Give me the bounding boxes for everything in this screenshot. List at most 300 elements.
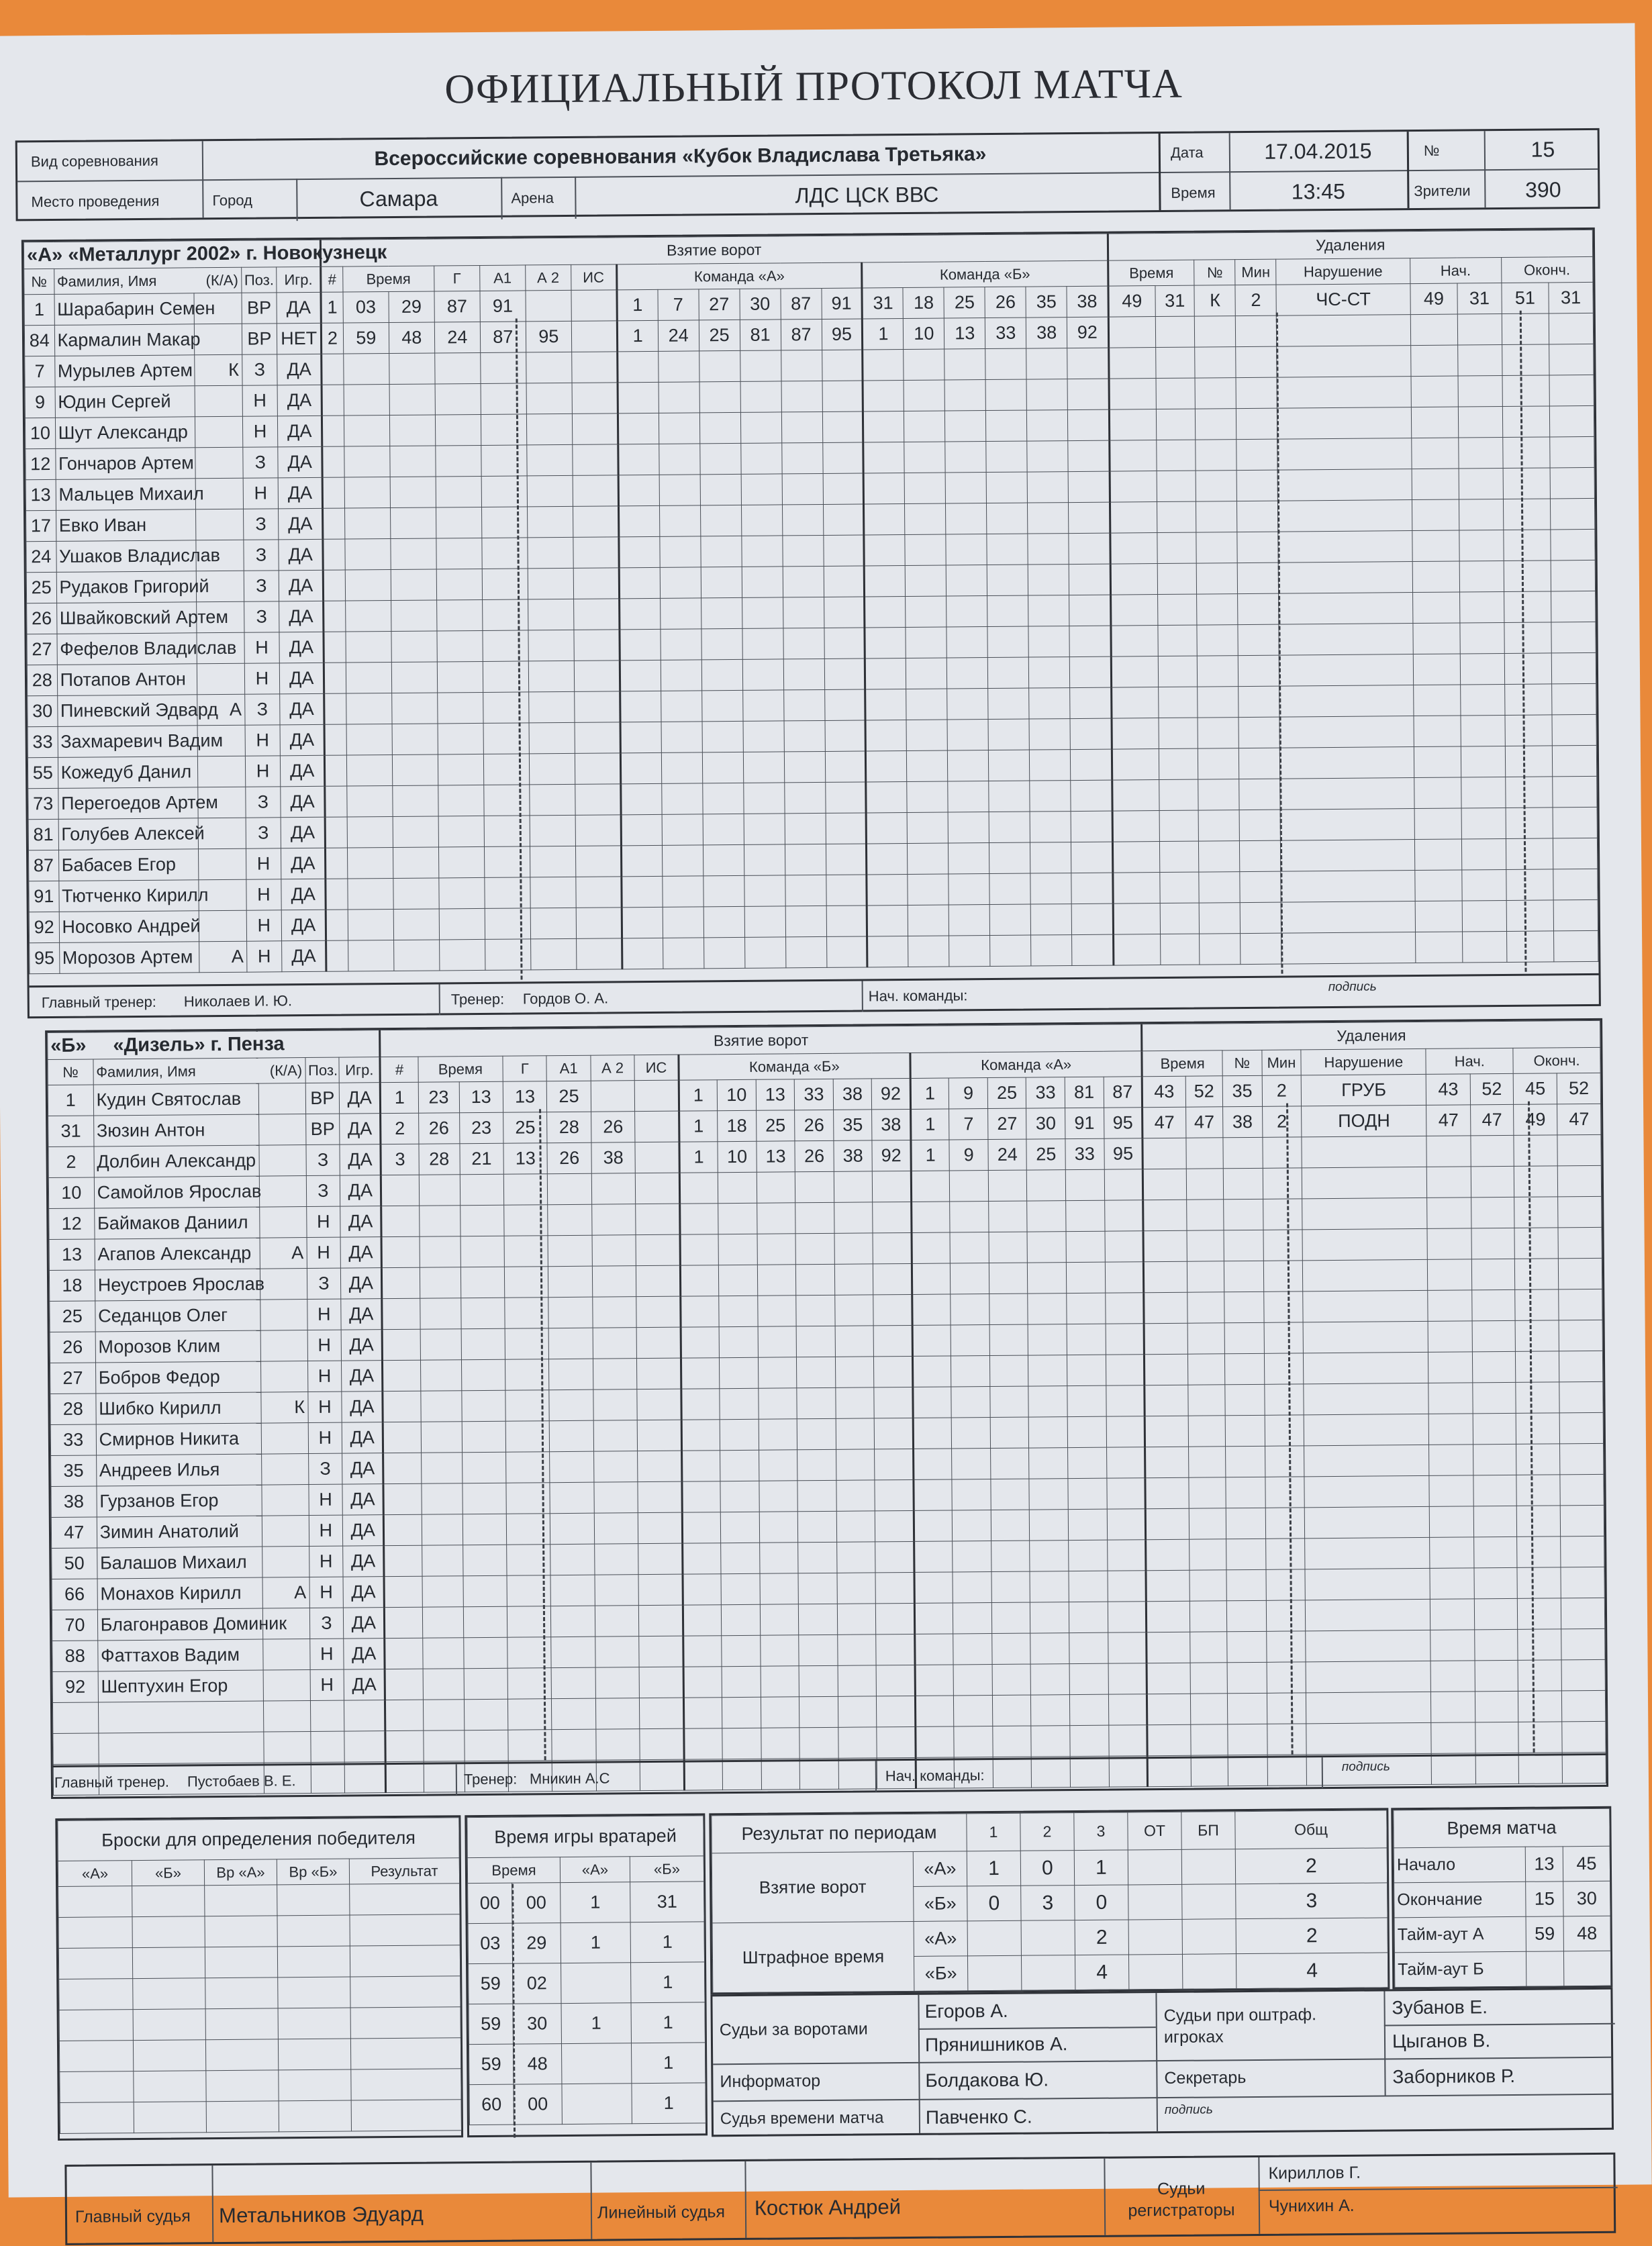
goal-cell	[1069, 1602, 1108, 1632]
goal-cell: 27	[699, 289, 740, 320]
goal-cell	[1108, 1725, 1147, 1756]
penalty-cell	[1428, 1290, 1472, 1322]
penalty-cell	[1306, 1692, 1431, 1723]
period-value	[1128, 1919, 1182, 1955]
goal-cell	[993, 1726, 1032, 1757]
goal-cell	[1107, 1509, 1146, 1540]
penalty-cell	[1549, 344, 1594, 375]
goal-cell	[663, 938, 703, 969]
goal-cell	[864, 473, 905, 504]
penalty-cell	[1553, 899, 1598, 931]
player-number: 12	[49, 1208, 95, 1240]
penalty-cell	[1412, 592, 1460, 624]
penalty-cell	[1411, 438, 1459, 469]
goal-cell	[551, 1637, 595, 1668]
head-referee: Метальников Эдуард	[218, 2202, 424, 2228]
player-plays: ДА	[344, 1669, 385, 1700]
penalty-cell	[1502, 344, 1549, 376]
goal-cell	[757, 1203, 795, 1234]
goal-cell	[617, 351, 658, 382]
goal-cell: 91	[1065, 1108, 1104, 1138]
goal-cell	[1030, 1510, 1069, 1541]
penalty-cell	[1459, 560, 1504, 592]
goal-cell	[1108, 1694, 1147, 1725]
goal-cell	[783, 628, 824, 658]
col-plays: Игр.	[277, 266, 321, 293]
penalty-cell: ЧС-СТ	[1276, 284, 1410, 316]
col-pen-number: №	[1194, 260, 1235, 285]
goal-cell	[796, 1264, 835, 1295]
goal-cell	[661, 722, 702, 752]
player-name: Захмаревич Вадим	[58, 726, 198, 758]
penalty-cell	[1410, 314, 1458, 346]
penalty-cell	[1147, 1724, 1191, 1756]
goal-cell	[741, 474, 782, 505]
penalty-cell	[1462, 900, 1506, 932]
goal-cell	[460, 1267, 505, 1298]
penalty-cell	[1504, 622, 1552, 654]
goal-cell	[639, 1667, 683, 1698]
goal-cell	[785, 844, 826, 875]
goal-cell	[635, 1142, 679, 1173]
penalty-cell	[1236, 439, 1277, 470]
player-role	[258, 1114, 305, 1146]
goal-cell: 35	[833, 1110, 872, 1140]
player-position: Н	[309, 1546, 343, 1577]
penalty-cell: 49	[1514, 1104, 1558, 1136]
goal-cell	[876, 1634, 915, 1665]
penalty-cell	[1236, 346, 1277, 377]
goal-cell	[719, 1265, 758, 1296]
player-position	[310, 1700, 344, 1731]
penalty-cell	[1224, 1230, 1263, 1261]
penalty-cell	[1518, 1722, 1563, 1753]
goal-judge-2: Прянишников А.	[924, 2033, 1068, 2055]
goal-cell	[948, 812, 989, 843]
goal-cell	[550, 1513, 595, 1545]
player-plays: ДА	[342, 1453, 383, 1484]
goal-cell	[904, 442, 945, 473]
goal-cell	[526, 290, 571, 322]
goal-cell	[348, 910, 393, 941]
goal-cell	[618, 413, 659, 444]
goal-cell	[915, 1665, 954, 1696]
shootout-col: Результат	[349, 1858, 459, 1884]
goal-cell	[718, 1203, 757, 1234]
penalty-cell	[1427, 1228, 1471, 1260]
player-name: Кармалин Макар	[54, 324, 195, 356]
goal-cell	[326, 848, 348, 879]
goal-cell	[783, 689, 824, 720]
penalty-cell	[1224, 1322, 1264, 1353]
officials-box	[710, 1988, 1614, 2137]
goal-cell	[945, 411, 986, 442]
penalty-cell	[1265, 1508, 1305, 1539]
goal-cell	[548, 1297, 593, 1328]
goal-cell	[636, 1173, 680, 1204]
penalty-cell	[1505, 777, 1553, 808]
goal-cell	[719, 1326, 758, 1357]
goal-cell	[781, 350, 822, 381]
penalty-cell	[1460, 622, 1504, 654]
goalie-cell: 1	[561, 1922, 630, 1963]
penalty-cell	[1551, 591, 1595, 622]
city-label: Город	[212, 191, 253, 209]
goal-cell	[719, 1296, 758, 1326]
player-plays: ДА	[341, 1330, 382, 1361]
penalty-cell	[1240, 840, 1281, 871]
period-col: 1	[967, 1813, 1020, 1851]
goal-cell	[530, 938, 576, 970]
penalty-cell	[1224, 1353, 1264, 1384]
goal-cell	[348, 879, 393, 910]
goal-cell	[324, 601, 346, 632]
goal-cell	[528, 599, 573, 630]
number-value: 15	[1530, 137, 1555, 162]
protocol-sheet	[0, 23, 1652, 2228]
player-name: Морозов Клим	[95, 1330, 260, 1363]
shootout-row	[58, 1914, 460, 1949]
player-role: А	[199, 941, 247, 973]
goal-cell	[1071, 780, 1112, 811]
goal-cell	[389, 353, 435, 385]
goal-cell	[912, 1325, 951, 1356]
period-value	[1182, 1884, 1236, 1920]
goal-cell	[863, 442, 904, 473]
penalty-cell	[1110, 595, 1158, 626]
goal-cell	[420, 1391, 461, 1422]
goal-cell	[551, 1606, 595, 1637]
goal-cell	[720, 1450, 759, 1481]
player-plays: ДА	[281, 817, 325, 848]
goal-cell	[483, 692, 528, 724]
goal-cell	[638, 1481, 682, 1513]
goal-cell	[1066, 1262, 1105, 1293]
goalie-col-time: Время	[467, 1857, 560, 1884]
goal-cell: 1	[617, 289, 658, 320]
goal-cell	[946, 503, 987, 534]
goal-cell	[571, 290, 617, 322]
goal-cell	[530, 784, 575, 816]
goal-cell	[460, 1174, 504, 1206]
penalty-cell	[1266, 1631, 1306, 1662]
goal-cell	[638, 1574, 683, 1606]
player-role: К	[195, 354, 242, 386]
penalty-cell	[1277, 469, 1412, 501]
shootout-cell	[277, 1915, 350, 1947]
goal-cell	[437, 661, 483, 693]
player-position: Н	[308, 1422, 342, 1453]
penalty-cell	[1459, 469, 1503, 500]
goal-cell	[824, 658, 865, 689]
penalty-cell	[1280, 809, 1414, 841]
match-time-title: Время матча	[1394, 1808, 1610, 1848]
goal-cell	[1069, 564, 1110, 595]
team-b-table	[47, 1020, 1606, 1796]
player-position: ВР	[242, 324, 277, 354]
goal-cell	[619, 598, 660, 629]
goal-cell	[796, 1326, 835, 1357]
shootout-cell	[205, 1916, 277, 1947]
penalty-cell	[1190, 1724, 1228, 1755]
goal-cell	[463, 1545, 507, 1576]
periods-team: «А»	[913, 1851, 967, 1887]
penalty-cell	[1559, 1381, 1603, 1413]
goal-cell	[572, 413, 618, 445]
period-value: 1	[967, 1851, 1020, 1886]
penalty-cell: 52	[1470, 1073, 1514, 1105]
goal-cell	[548, 1266, 593, 1298]
goal-cell	[385, 1730, 424, 1761]
goal-cell	[761, 1728, 800, 1759]
col-number: №	[48, 1059, 93, 1085]
goal-cell	[784, 720, 825, 751]
player-number: 9	[25, 387, 55, 418]
goal-cell	[383, 1483, 422, 1514]
goal-cell	[838, 1727, 877, 1758]
goal-cell	[759, 1388, 797, 1419]
penalty-cell	[1189, 1601, 1227, 1632]
goal-cell	[761, 1697, 799, 1728]
penalty-cell: 49	[1410, 283, 1458, 315]
goal-cell	[1029, 1417, 1068, 1448]
goal-cell	[1031, 1726, 1070, 1757]
player-plays: ДА	[340, 1175, 381, 1206]
player-number: 13	[26, 479, 56, 510]
goal-cell	[989, 781, 1030, 812]
penalty-cell	[1430, 1506, 1474, 1538]
goal-cell	[483, 630, 528, 662]
col-pen-time: Время	[1142, 1051, 1222, 1077]
goal-cell	[991, 1479, 1030, 1510]
competition-value: Всероссийские соревнования «Кубок Владислава Третьяка»	[374, 142, 987, 170]
goalie-cell: 1	[630, 1922, 704, 1963]
shootout-cell	[350, 1884, 460, 1915]
goal-cell	[702, 721, 743, 752]
player-number	[52, 1702, 98, 1734]
shootout-cell	[278, 2039, 350, 2070]
player-name: Шарабарин Семен	[54, 293, 195, 326]
penalty-cell	[1241, 902, 1281, 933]
timekeeper: Павченко С.	[925, 2106, 1032, 2128]
penalty-cell	[1111, 656, 1159, 688]
goal-cell	[989, 812, 1030, 842]
player-role	[260, 1330, 307, 1362]
penalty-cell: 43	[1143, 1076, 1186, 1108]
shootout-cell	[279, 2100, 351, 2132]
goal-cell	[663, 907, 703, 938]
penalty-cell: 47	[1185, 1107, 1223, 1138]
goal-cell	[619, 567, 660, 598]
goal-cell	[345, 539, 391, 571]
penalty-cell: 45	[1513, 1073, 1557, 1105]
teamB-title-part: «Б»	[50, 1034, 87, 1057]
goal-cell	[914, 1603, 953, 1634]
goal-cell	[867, 874, 908, 905]
player-name: Зюзин Антон	[93, 1114, 258, 1146]
goal-cell	[596, 1729, 640, 1761]
penalty-cell	[1471, 1135, 1514, 1167]
goal-cell	[635, 1111, 679, 1142]
penalty-cell	[1143, 1200, 1187, 1231]
player-plays: ДА	[340, 1237, 381, 1268]
penalty-cell	[1428, 1352, 1473, 1383]
player-role	[261, 1423, 308, 1455]
penalty-cell	[1187, 1354, 1225, 1385]
player-position: Н	[246, 910, 282, 941]
goal-cell: 1	[910, 1078, 949, 1109]
penalty-cell	[1144, 1261, 1187, 1293]
team-b-manager-label: Нач. команды:	[885, 1767, 985, 1785]
player-role: К	[260, 1392, 307, 1424]
goalie-row	[468, 1922, 704, 1964]
player-plays: ДА	[277, 385, 322, 416]
goalie-cell: 31	[630, 1882, 704, 1922]
match-time-hour: 13	[1525, 1847, 1563, 1882]
penalty-cell	[1462, 869, 1506, 901]
goal-cell	[741, 536, 782, 567]
goal-cell	[549, 1359, 593, 1390]
goal-cell	[618, 505, 659, 536]
player-name: Носовко Андрей	[59, 911, 199, 943]
penalty-cell	[1157, 501, 1196, 532]
goal-cell	[383, 1453, 422, 1483]
col-onice-opp: Команда «А»	[910, 1051, 1143, 1079]
penalty-cell	[1302, 1228, 1427, 1260]
goal-cell	[423, 1730, 464, 1761]
goal-cell	[990, 1448, 1029, 1479]
match-time-hour	[1526, 1951, 1563, 1986]
col-pen-number: №	[1222, 1050, 1262, 1075]
penalty-cell	[1198, 656, 1238, 687]
penalty-cell	[1227, 1662, 1267, 1693]
player-number: 38	[51, 1486, 97, 1518]
goal-cell	[759, 1450, 797, 1481]
team-a-footer	[30, 973, 1599, 1016]
goal-cell	[530, 908, 576, 939]
col-violation: Нарушение	[1301, 1048, 1426, 1075]
goal-cell	[864, 534, 905, 565]
goal-cell	[874, 1356, 913, 1387]
player-number: 81	[28, 819, 58, 850]
goal-cell	[1067, 379, 1109, 409]
goal-cell	[618, 475, 659, 505]
periods-title: Результат по периодам	[712, 1814, 967, 1853]
teamB-title	[48, 1030, 381, 1060]
goal-cell	[591, 1081, 635, 1112]
match-time-hour: 59	[1526, 1916, 1563, 1951]
goals-header: Взятие ворот	[320, 234, 1108, 266]
goal-cell: 38	[1067, 286, 1108, 317]
goal-cell	[702, 752, 743, 783]
player-position: ВР	[242, 293, 277, 324]
goal-cell	[1105, 1262, 1144, 1293]
period-value: 2	[1235, 1848, 1387, 1884]
registrar-1: Кириллов Г.	[1268, 2163, 1361, 2183]
goal-cell	[344, 446, 390, 478]
goal-cell	[679, 1204, 718, 1234]
goal-cell	[573, 444, 618, 476]
goal-cell	[908, 843, 949, 874]
goal-cell	[949, 905, 990, 936]
penalty-cell	[1414, 808, 1462, 840]
goal-cell	[480, 352, 526, 384]
goalie-cell: 30	[513, 2004, 561, 2045]
team-b-sign: подпись	[1341, 1759, 1390, 1774]
penalty-cell	[1431, 1722, 1475, 1754]
player-plays: НЕТ	[277, 323, 322, 354]
goal-cell	[593, 1451, 638, 1483]
goal-cell	[1068, 1478, 1107, 1509]
penalty-cell	[1413, 654, 1461, 685]
penalty-cell	[1561, 1536, 1604, 1567]
player-role	[199, 910, 246, 942]
player-plays: ДА	[280, 724, 324, 756]
goal-cell: 24	[434, 322, 480, 353]
goal-cell	[757, 1234, 796, 1265]
penalty-cell	[1156, 378, 1196, 409]
shootout-cell	[134, 2102, 206, 2133]
penalty-cell	[1428, 1383, 1473, 1414]
goal-cell	[795, 1202, 834, 1233]
goal-cell	[683, 1574, 722, 1605]
penalty-cell: К	[1194, 285, 1235, 316]
team-a-head-coach: Николаев И. Ю.	[183, 992, 293, 1010]
penalty-cell	[1562, 1659, 1606, 1691]
goal-cell	[1106, 1447, 1145, 1478]
number-label: №	[1423, 142, 1440, 159]
player-plays: ДА	[343, 1515, 384, 1546]
goal-cell	[422, 1576, 463, 1607]
goal-cell	[381, 1236, 420, 1267]
goal-cell	[954, 1696, 993, 1726]
goal-cell	[576, 908, 622, 939]
penalty-cell	[1411, 407, 1459, 438]
goal-cell	[659, 475, 700, 505]
goal-cell	[347, 817, 393, 848]
periods-row-label: Штрафное время	[712, 1921, 914, 1992]
goal-cell	[485, 877, 530, 909]
goal-cell: 26	[547, 1142, 591, 1174]
goal-cell	[987, 534, 1028, 565]
goal-cell	[574, 691, 620, 723]
player-position: З	[246, 818, 281, 848]
goal-cell	[484, 846, 530, 878]
goal-cell	[986, 472, 1027, 503]
goal-cell	[781, 381, 822, 411]
goal-cell	[826, 906, 867, 936]
goal-cell: 21	[459, 1143, 503, 1175]
goal-cell	[575, 784, 621, 816]
period-value	[1021, 1955, 1075, 1991]
penalty-cell	[1430, 1599, 1475, 1630]
player-number: 12	[26, 448, 56, 479]
penalty-cell	[1155, 316, 1195, 347]
goal-cell	[682, 1543, 721, 1574]
goal-cell	[482, 599, 528, 631]
goal-cell	[703, 937, 744, 968]
penalty-cell	[1461, 838, 1506, 870]
goal-cell	[989, 904, 1030, 935]
penalty-cell	[1431, 1692, 1475, 1723]
goal-cell	[743, 721, 784, 752]
goal-cell	[681, 1420, 720, 1451]
goal-cell	[949, 936, 990, 967]
teamB-title-part: «Дизель» г. Пенза	[113, 1033, 285, 1057]
shootout-cell	[134, 2071, 206, 2102]
penalty-cell	[1516, 1475, 1561, 1506]
penalty-cell	[1226, 1508, 1265, 1539]
